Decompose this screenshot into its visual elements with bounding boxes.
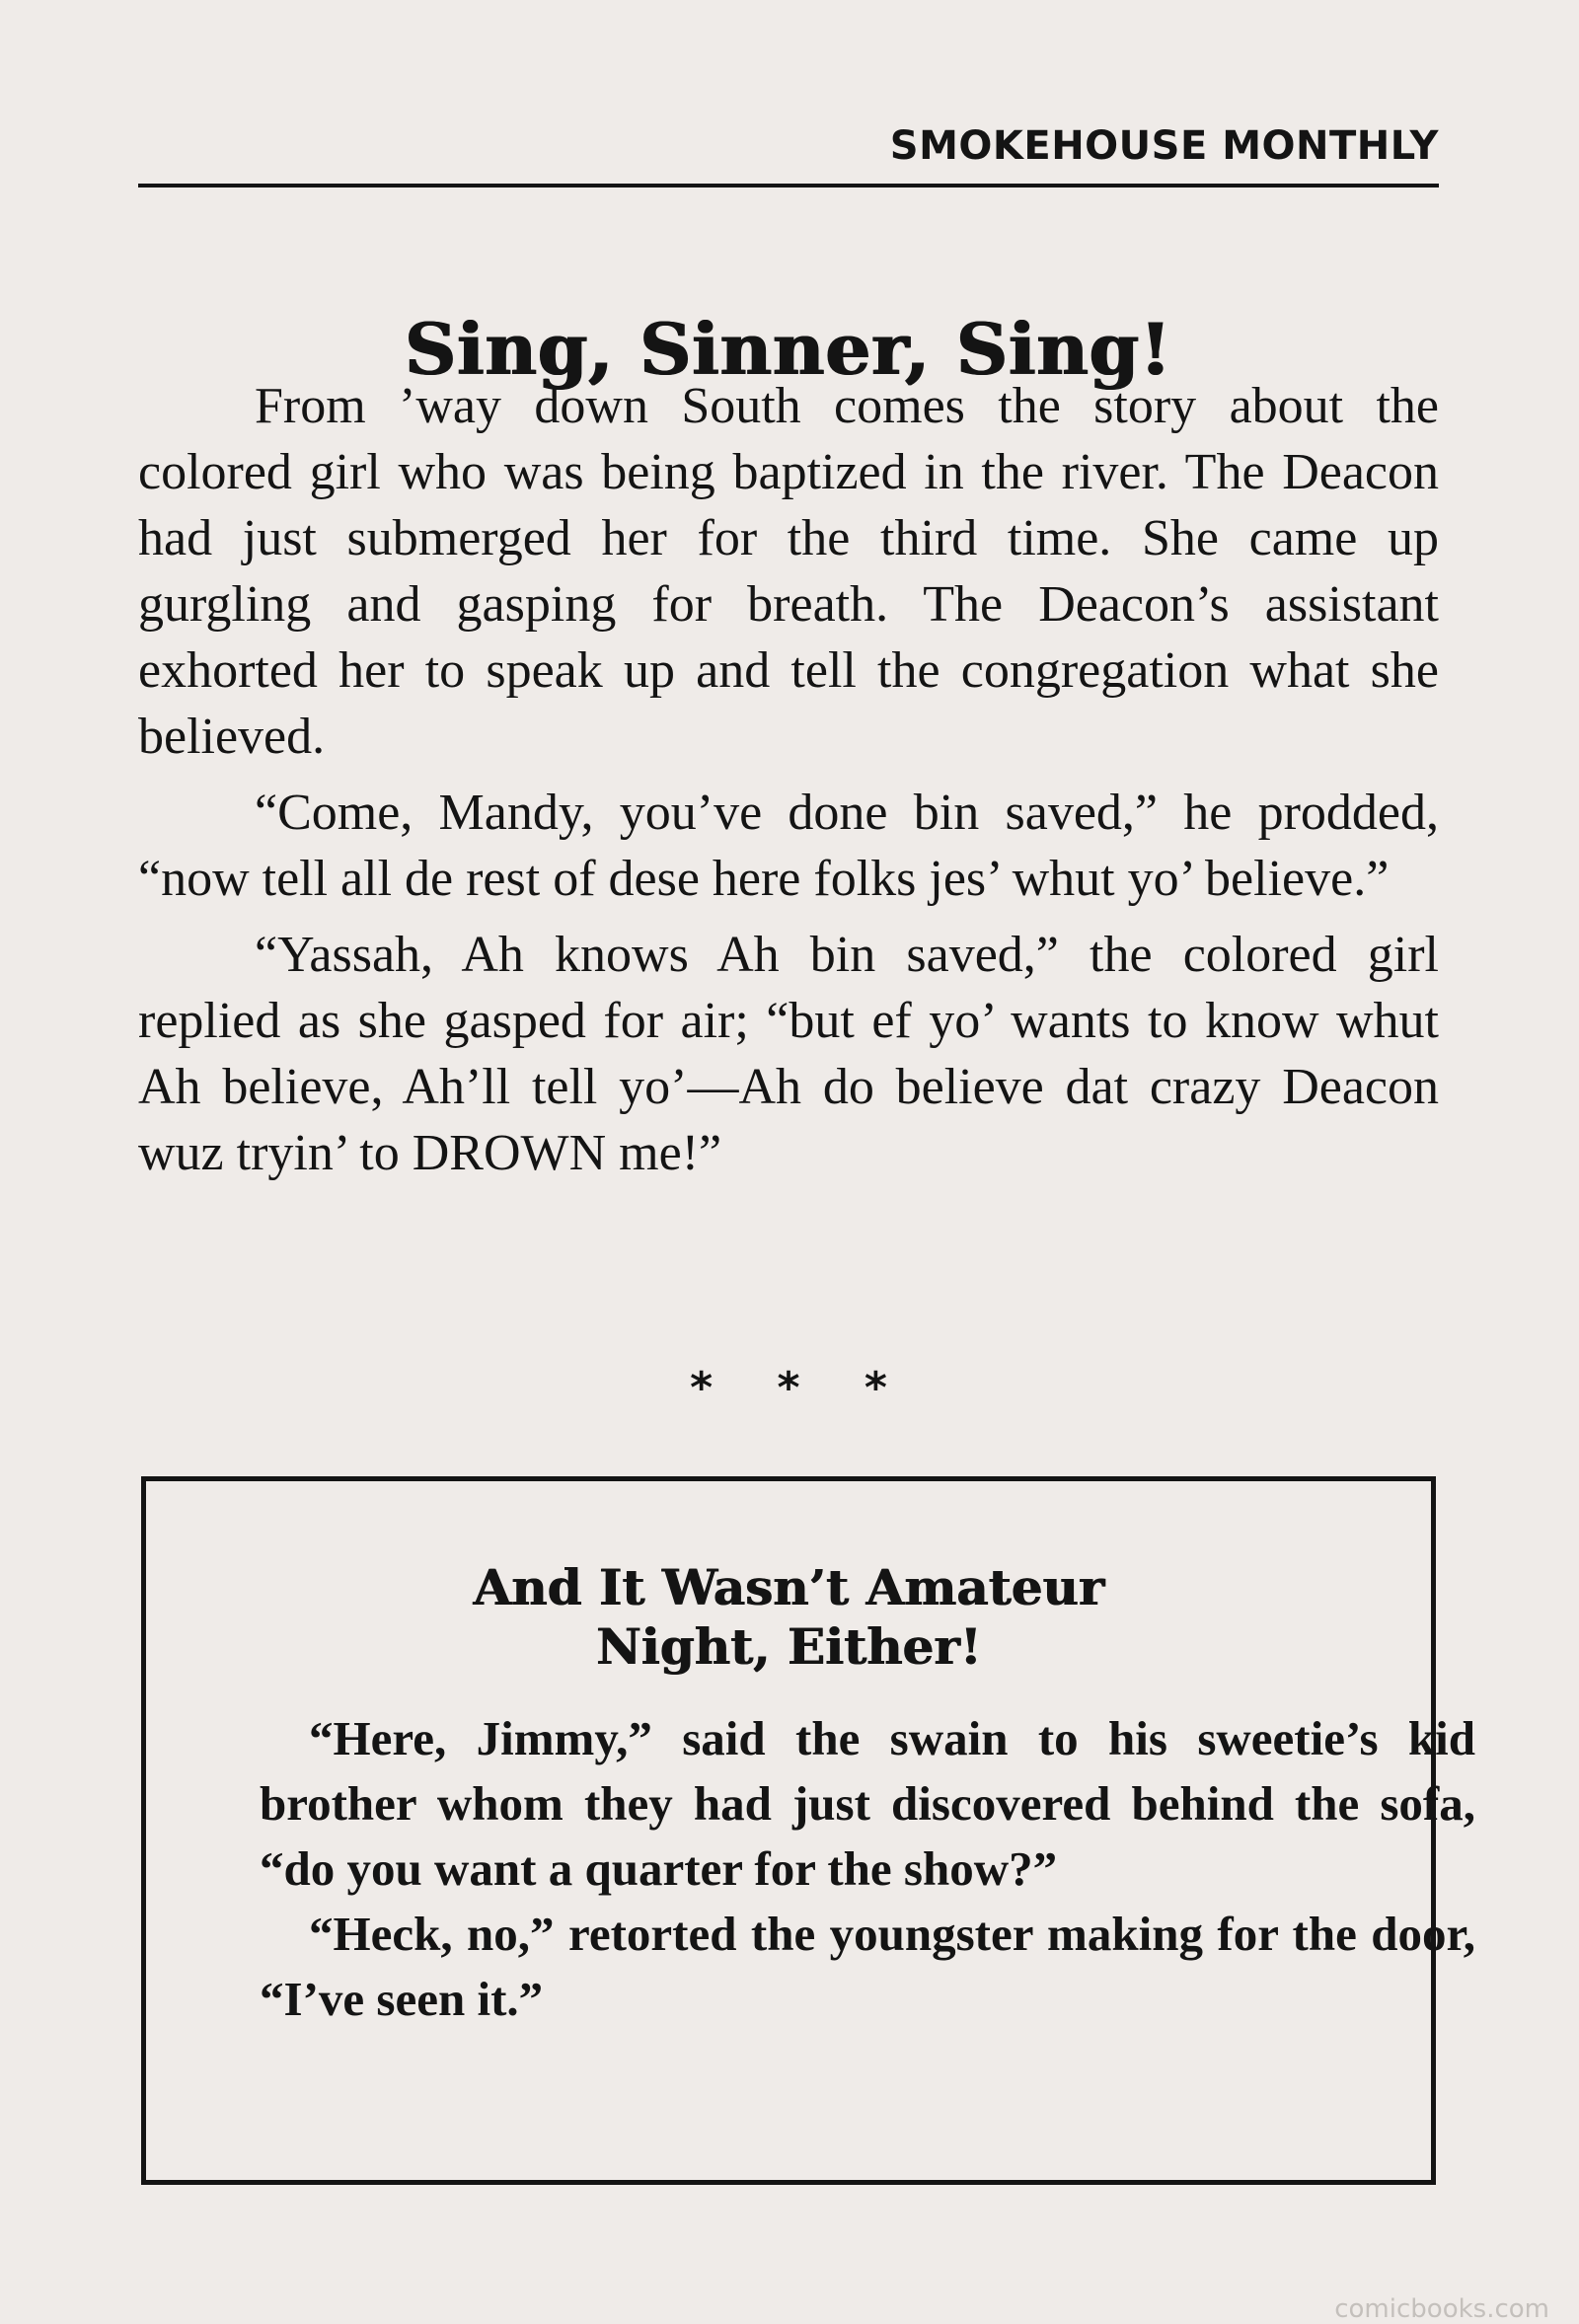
boxed-joke-paragraph: “Heck, no,” retorted the youngster making for the door, “I’ve seen it.” [260, 1907, 1475, 2026]
article-body [138, 373, 1439, 1196]
running-head: SMOKEHOUSE MONTHLY [889, 123, 1439, 169]
boxed-joke-paragraph: “Here, Jimmy,” said the swain to his sweetie’s kid brother whom they had just discovered behind the sofa, “do you want a quarter for the show?” [260, 1711, 1475, 1896]
section-divider: * * * [690, 1363, 887, 1413]
boxed-joke-body [260, 1706, 1475, 2032]
article-paragraph: “Yassah, Ah knows Ah bin saved,” the colored girl replied as she gasped for air; “but ef yo’ wants to know whut Ah believe, Ah’ll tell yo’—Ah do believe dat crazy Deacon wuz tryin’ to DROWN me!” [138, 927, 1439, 1181]
watermark-credit: comicbooks.com [1334, 2294, 1549, 2324]
boxed-joke-title-line: Night, Either! [595, 1617, 982, 1676]
boxed-joke-title [146, 1558, 1431, 1677]
article-paragraph: From ’way down South comes the story about the colored girl who was being baptized in the river. The Deacon had just submerged her for the third time. She came up gurgling and gasping for breath. The Deacon’s assistant exhorted her to speak up and tell the congregation what she believed. [138, 378, 1439, 765]
boxed-joke [141, 1476, 1475, 2185]
boxed-joke-title-line: And It Wasn’t Amateur [473, 1558, 1104, 1616]
article-title: Sing, Sinner, Sing! [405, 307, 1172, 392]
header-rule [138, 184, 1439, 187]
article-paragraph: “Come, Mandy, you’ve done bin saved,” he prodded, “now tell all de rest of dese here folks jes’ whut yo’ believe.” [138, 785, 1439, 907]
